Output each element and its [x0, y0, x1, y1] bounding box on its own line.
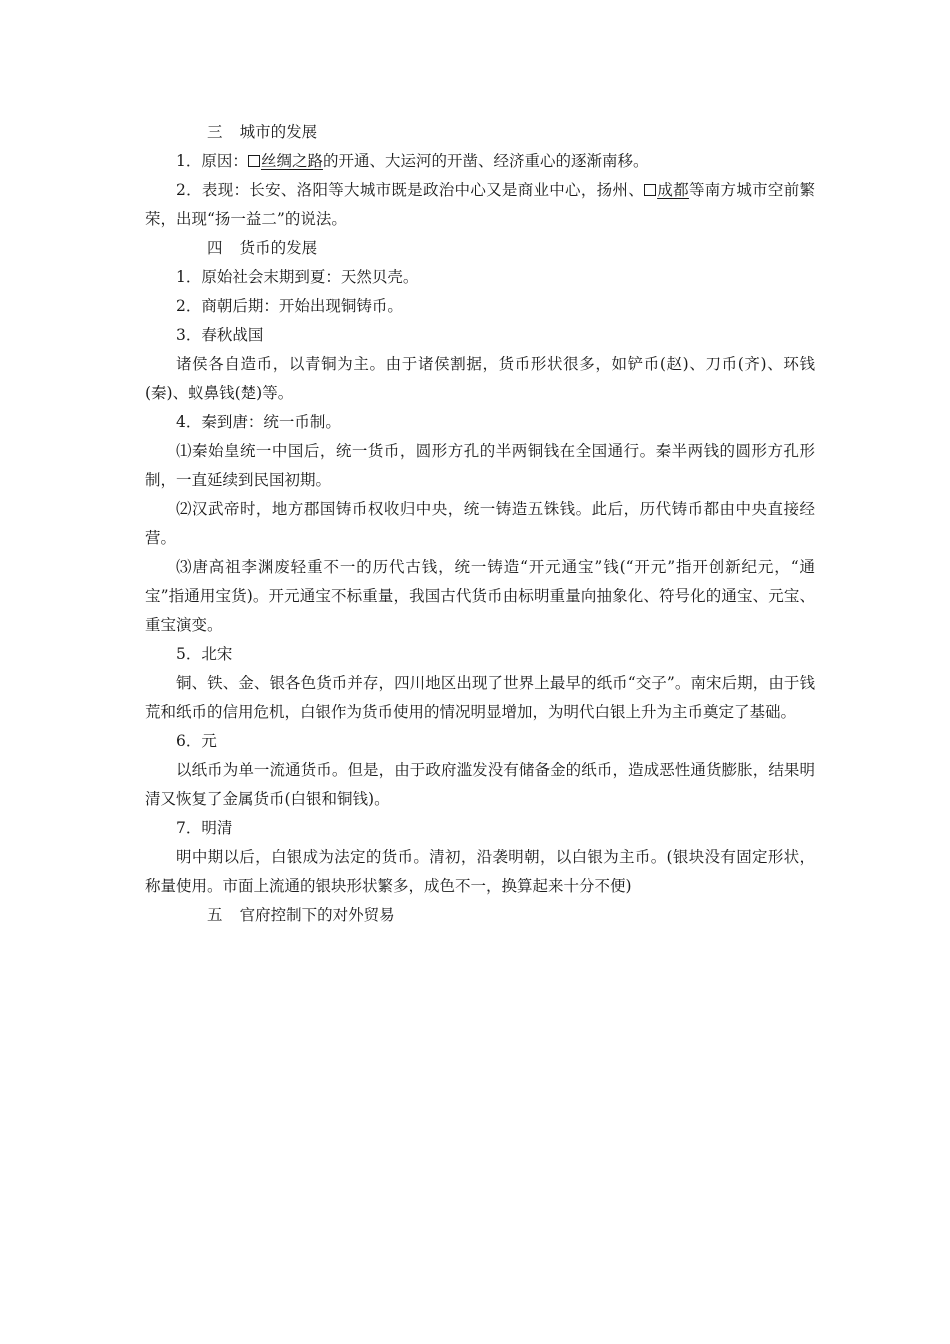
section-title: 货币的发展 — [239, 239, 318, 257]
paragraph-currency-4: 4．秦到唐：统一币制。 — [176, 413, 341, 431]
paragraph-currency-3: 3．春秋战国 — [176, 326, 264, 344]
paragraph-currency-4-2: ⑵汉武帝时，地方郡国铸币权收归中央，统一铸造五铢钱。此后，历代铸币都由中央直接经营。 — [145, 500, 815, 547]
paragraph-currency-5-body: 铜、铁、金、银各色货币并存，四川地区出现了世界上最早的纸币“交子”。南宋后期，由于钱荒和纸币的信用危机，白银作为货币使用的情况明显增加，为明代白银上升为主币奠定了基础。 — [145, 674, 815, 721]
paragraph-currency-1: 1．原始社会末期到夏：天然贝壳。 — [176, 268, 419, 286]
fill-blank-answer — [248, 152, 323, 170]
paragraph-currency-6: 6．元 — [176, 732, 217, 750]
paragraph-currency-4-3: ⑶唐高祖李渊废轻重不一的历代古钱，统一铸造“开元通宝”钱(“开元”指开创新纪元，“通宝”指通用宝货)。开元通宝不标重量，我国古代货币由标明重量向抽象化、符号化的通宝、元宝、重宝演变。 — [145, 558, 815, 634]
fill-blank-answer — [644, 181, 689, 199]
section-title: 官府控制下的对外贸易 — [239, 906, 395, 924]
section-title: 城市的发展 — [239, 123, 318, 141]
paragraph-currency-4-1: ⑴秦始皇统一中国后，统一货币，圆形方孔的半两铜钱在全国通行。秦半两钱的圆形方孔形制，一直延续到民国初期。 — [145, 442, 815, 489]
text-run: 1．原因： — [176, 152, 248, 170]
section-heading-city — [145, 118, 815, 147]
blank-box-icon — [248, 155, 260, 167]
paragraph-currency-5: 5．北宋 — [176, 645, 233, 663]
blank-text: 丝绸之路 — [260, 152, 323, 170]
paragraph-currency-7: 7．明清 — [176, 819, 233, 837]
section-number: 三 — [207, 123, 223, 141]
paragraph-currency-3-body: 诸侯各自造币，以青铜为主。由于诸侯割据，货币形状很多，如铲币(赵)、刀币(齐)、环钱(秦)、蚁鼻钱(楚)等。 — [145, 355, 815, 402]
paragraph-city-manifest — [145, 176, 815, 234]
document-page — [145, 118, 815, 930]
section-number: 五 — [207, 906, 223, 924]
text-run: 2．表现：长安、洛阳等大城市既是政治中心又是商业中心，扬州、 — [176, 181, 645, 199]
paragraph-currency-2: 2．商朝后期：开始出现铜铸币。 — [176, 297, 403, 315]
blank-text: 成都 — [657, 181, 689, 199]
text-run: 的开通、大运河的开凿、经济重心的逐渐南移。 — [322, 152, 649, 170]
section-heading-trade — [145, 901, 815, 930]
blank-box-icon — [644, 184, 656, 196]
section-heading-currency — [145, 234, 815, 263]
paragraph-currency-6-body: 以纸币为单一流通货币。但是，由于政府滥发没有储备金的纸币，造成恶性通货膨胀，结果明清又恢复了金属货币(白银和铜钱)。 — [145, 761, 815, 808]
paragraph-currency-7-body: 明中期以后，白银成为法定的货币。清初，沿袭明朝，以白银为主币。(银块没有固定形状，称量使用。市面上流通的银块形状繁多，成色不一，换算起来十分不便) — [145, 848, 815, 895]
section-number: 四 — [207, 239, 223, 257]
paragraph-city-reason — [145, 147, 815, 176]
text-run: 等南方城市空前繁荣，出现“扬一益二”的说法。 — [145, 181, 815, 228]
